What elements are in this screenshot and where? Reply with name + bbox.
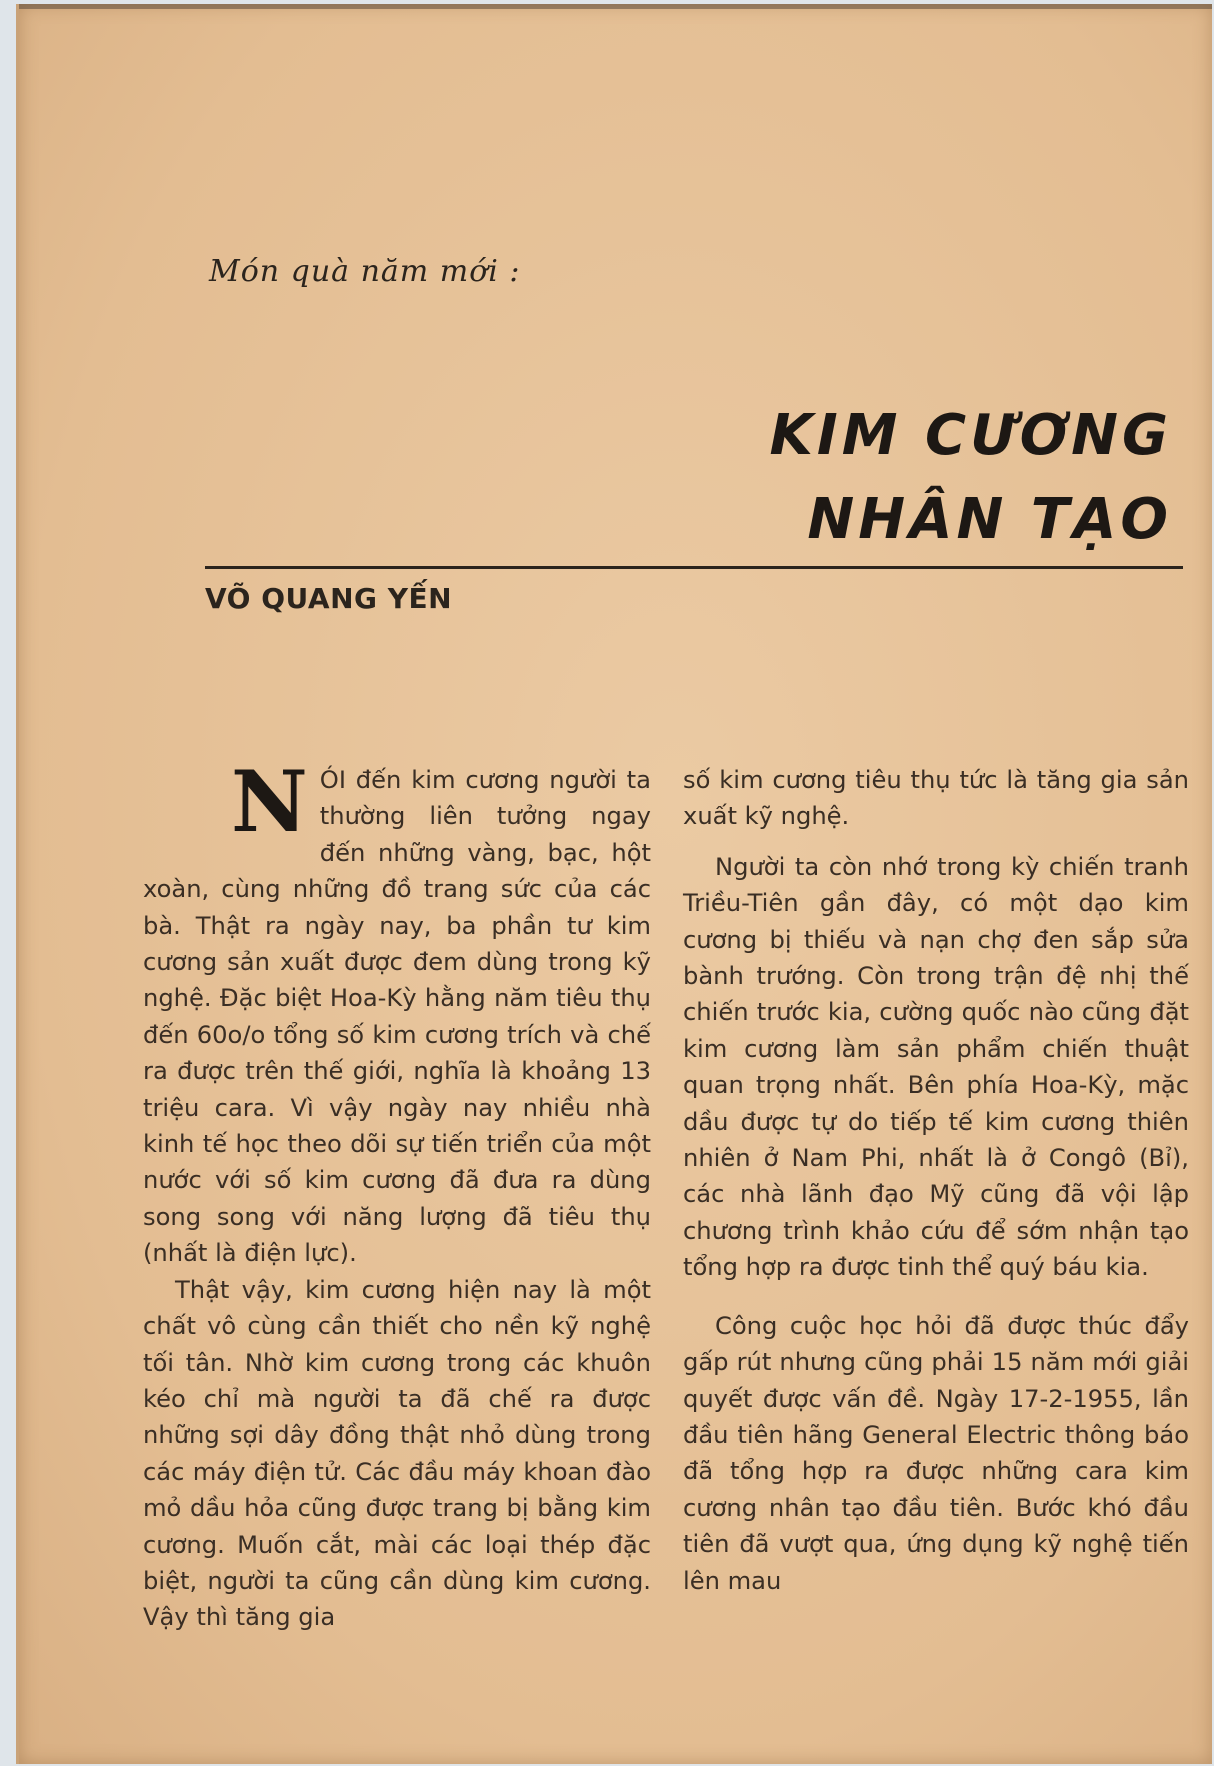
author-byline: VÕ QUANG YẾN xyxy=(205,582,453,615)
paragraph-1 xyxy=(143,752,651,1272)
article-column-right xyxy=(683,762,1189,1599)
title-line-1: KIM CƯƠNG xyxy=(769,403,1172,468)
article-title xyxy=(472,394,1172,562)
title-rule xyxy=(205,566,1183,569)
magazine-page xyxy=(16,4,1212,1764)
article-column-left xyxy=(143,752,651,1636)
page-top-edge xyxy=(19,4,1212,9)
title-line-2: NHÂN TẠO xyxy=(807,487,1172,552)
paragraph-1-text: ÓI đến kim cương người ta thường liên tưởng ngay đến những vàng, bạc, hột xoàn, cùng những đồ trang sức của các bà. Thật ra ngày nay, ba phần tư kim cương sản xuất được đem dùng trong kỹ nghệ. Đặc biệt Hoa-Kỳ hằng năm tiêu thụ đến 60o/o tổng số kim cương trích và chế ra được trên thế giới, nghĩa là khoảng 13 triệu cara. Vì vậy ngày nay nhiều nhà kinh tế học theo dõi sự tiến triển của một nước với số kim cương đã đưa ra dùng song song với năng lượng đã tiêu thụ (nhất là điện lực). xyxy=(143,766,651,1268)
drop-cap: N xyxy=(231,752,308,851)
paragraph-3: số kim cương tiêu thụ tức là tăng gia sản xuất kỹ nghệ. xyxy=(683,766,1189,831)
paragraph-5: Công cuộc học hỏi đã được thúc đẩy gấp rút nhưng cũng phải 15 năm mới giải quyết được vấn đề. Ngày 17-2-1955, lần đầu tiên hãng General Electric thông báo đã tổng hợp ra được những cara kim cương nhân tạo đầu tiên. Bước khó đầu tiên đã vượt qua, ứng dụng kỹ nghệ tiến lên mau xyxy=(683,1311,1189,1595)
paragraph-2: Thật vậy, kim cương hiện nay là một chất vô cùng cần thiết cho nền kỹ nghệ tối tân. Nhờ kim cương trong các khuôn kéo chỉ mà người ta đã chế ra được những sợi dây đồng thật nhỏ dùng trong các máy điện tử. Các đầu máy khoan đào mỏ dầu hỏa cũng được trang bị bằng kim cương. Muốn cắt, mài các loại thép đặc biệt, người ta cũng cần dùng kim cương. Vậy thì tăng gia xyxy=(143,1275,651,1632)
paragraph-4: Người ta còn nhớ trong kỳ chiến tranh Triều-Tiên gần đây, có một dạo kim cương bị thiếu và nạn chợ đen sắp sửa bành trướng. Còn trong trận đệ nhị thế chiến trước kia, cường quốc nào cũng đặt kim cương làm sản phẩm chiến thuật quan trọng nhất. Bên phía Hoa-Kỳ, mặc dầu được tự do tiếp tế kim cương thiên nhiên ở Nam Phi, nhất là ở Congô (Bỉ), các nhà lãnh đạo Mỹ cũng đã vội lập chương trình khảo cứu để sớm nhận tạo tổng hợp ra được tinh thể quý báu kia. xyxy=(683,852,1189,1282)
kicker-text: Món quà năm mới : xyxy=(209,254,521,289)
